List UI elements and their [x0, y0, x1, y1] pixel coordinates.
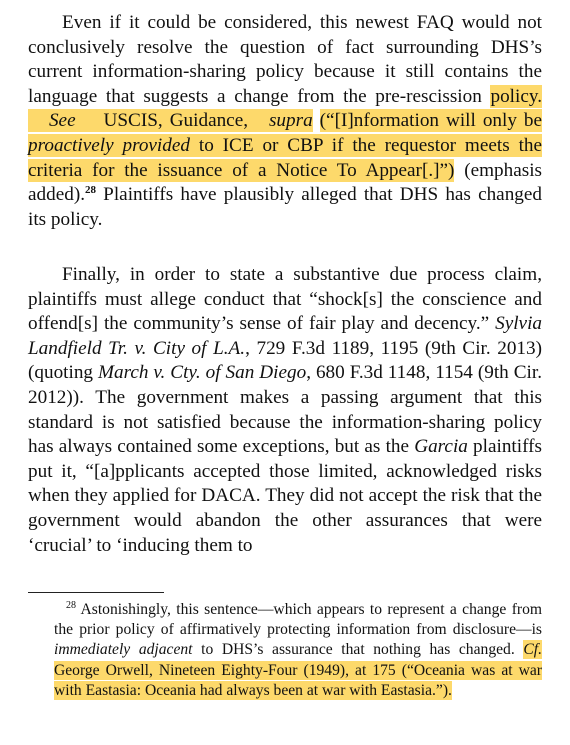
- highlight-see-signal: [49, 109, 76, 132]
- footnote-text-1: Astonishingly, this sentence—which appears to represent a change from the prior policy of affirmatively protecting information from disclosure—is: [54, 601, 542, 639]
- highlight-quote-start: (“[I]nformation will only be: [319, 110, 543, 132]
- highlight-proactively-provided: [28, 134, 190, 157]
- case-march-v-cty: March v. Cty. of San Diego: [98, 362, 307, 384]
- highlight-quote-end: to ICE or CBP if the requestor meets the criteria for the issuance of a Notice To Appear[.]”): [28, 134, 543, 181]
- highlight-orwell-citation: George Orwell, Nineteen Eighty-Four (1949), at 175 (“Oceania was at war with Eastasia: Oceania had always been at war with Eastasia.”).: [54, 661, 542, 699]
- para1-text-1: Even if it could be considered, this newest FAQ would not conclusively resolve the question of fact surrounding DHS’s current information-sharing policy because it still contains the language that suggests a change from the pre-rescission: [28, 12, 542, 107]
- para2-text-1: Finally, in order to state a substantive due process claim, plaintiffs must allege conduct that “shock[s] the conscience and offend[s] the community’s sense of fair play and decency.”: [28, 264, 542, 335]
- immediately-adjacent: immediately adjacent: [54, 641, 193, 659]
- case-sylvia-landfield: Sylvia Landfield Tr. v. City of L.A.: [28, 313, 542, 359]
- highlight-policy: policy.: [490, 85, 542, 107]
- paragraph-faq: [28, 11, 542, 232]
- proactively-provided: proactively provided: [28, 134, 190, 156]
- case-garcia: Garcia: [414, 436, 468, 458]
- cf-signal: Cf.: [523, 641, 542, 659]
- para2-text-2: , 729 F.3d 1189, 1195 (9th Cir. 2013) (quoting: [28, 337, 543, 384]
- paragraph-due-process: [28, 263, 542, 558]
- para1-text-2: (emphasis added).: [28, 159, 542, 206]
- highlight-uscis-guidance: USCIS, Guidance,: [103, 110, 249, 132]
- footnote-text-2: to DHS’s assurance that nothing has changed.: [192, 641, 524, 659]
- para2-text-4: plaintiffs put it, “[a]pplicants accepted those limited, acknowledged risks when they applied for DACA. They did not accept the risk that the government would abandon the other assurances that were ‘crucial’ to ‘inducing them to: [28, 436, 542, 556]
- footnote-number: 28: [66, 600, 76, 611]
- footnote-28: [54, 600, 542, 701]
- highlight-cf-signal: [523, 640, 542, 659]
- para2-text-3: , 680 F.3d 1148, 1154 (9th Cir. 2012)). The government makes a passing argument that this standard is not satisfied because the information-sharing policy has always contained some exceptions, but as the: [28, 362, 543, 458]
- highlight-supra: [269, 109, 313, 132]
- footnote-divider: [28, 592, 164, 593]
- supra-term: supra: [268, 110, 313, 132]
- footnote-ref-28[interactable]: 28: [85, 184, 97, 197]
- see-signal: See: [48, 110, 76, 132]
- para1-text-3: Plaintiffs have plausibly alleged that DHS has changed its policy.: [28, 184, 542, 230]
